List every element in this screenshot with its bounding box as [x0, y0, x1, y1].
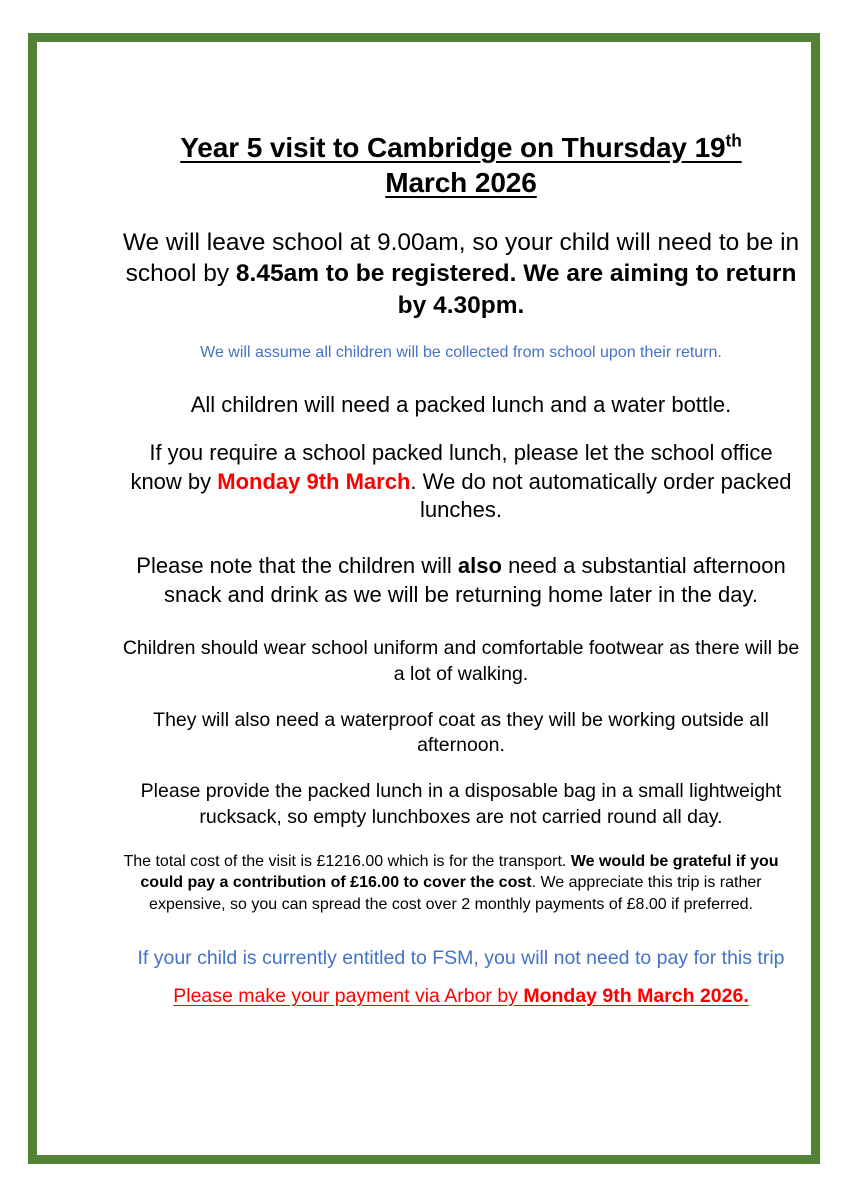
paragraph-rucksack-instruction: Please provide the packed lunch in a disposable bag in a small lightweight rucksack, so empty lunchboxes are not carried round all day. — [140, 780, 782, 828]
snack-normal-text-1: Please note that the children will — [136, 553, 458, 579]
spacer — [121, 688, 801, 708]
departure-normal-text: We will leave school at 9.00am, so your child will need to be in school by — [122, 228, 800, 288]
page-title-line-2: March 2026 — [385, 167, 537, 199]
spacer — [121, 322, 801, 342]
paragraph-collection-note: We will assume all children will be collected from school upon their return. — [200, 344, 722, 362]
school-lunch-normal-text-1: If you require a school packed lunch, please let the school office know by — [130, 440, 773, 494]
cost-contribution-bold: We would be grateful if you could pay a contribution of £16.00 to cover the cost — [140, 852, 779, 892]
page-title-line-1-text: Year 5 visit to Cambridge on Thursday 19 — [180, 132, 726, 163]
spacer — [121, 831, 801, 851]
page-title — [121, 130, 801, 201]
spacer — [121, 609, 801, 636]
paragraph-trip-cost — [121, 851, 781, 916]
page-title-line-1 — [180, 132, 741, 163]
departure-bold-text: 8.45am to be registered. We are aiming to return by 4.30pm. — [235, 260, 797, 320]
payment-normal-text: Please make your payment via Arbor by — [173, 985, 524, 1008]
spacer — [121, 915, 801, 946]
paragraph-departure-times — [121, 227, 801, 323]
paragraph-uniform-footwear: Children should wear school uniform and comfortable footwear as there will be a lot of walking. — [122, 637, 800, 685]
spacer — [121, 759, 801, 779]
snack-normal-text-2: need a substantial afternoon snack and drink as we will be returning home later in the day. — [164, 553, 786, 607]
paragraph-school-packed-lunch — [121, 439, 801, 525]
cost-normal-text-2: . We appreciate this trip is rather expensive, so you can spread the cost over 2 monthly payments of £8.00 if preferred. — [149, 874, 762, 913]
paragraph-waterproof-coat: They will also need a waterproof coat as they will be working outside all afternoon. — [153, 708, 769, 757]
page-title-ordinal-suffix: th — [725, 130, 742, 151]
paragraph-payment-instruction — [121, 984, 801, 1010]
paragraph-afternoon-snack — [121, 552, 801, 609]
spacer — [121, 215, 801, 227]
spacer — [121, 972, 801, 984]
spacer — [121, 525, 801, 552]
spacer — [121, 419, 801, 439]
decorative-page-border — [28, 33, 820, 1164]
paragraph-packed-lunch-water: All children will need a packed lunch and a water bottle. — [190, 391, 732, 417]
letter-content — [121, 130, 801, 1010]
paragraph-fsm-note: If your child is currently entitled to FSM, you will not need to pay for this trip — [137, 947, 785, 970]
payment-deadline-date: Monday 9th March 2026. — [523, 985, 749, 1008]
school-lunch-normal-text-2: . We do not automatically order packed lunches. — [410, 468, 792, 523]
snack-bold-emphasis: also — [457, 553, 502, 579]
cost-normal-text-1: The total cost of the visit is £1216.00 which is for the transport. — [123, 852, 571, 870]
school-lunch-deadline-date: Monday 9th March — [217, 468, 411, 494]
spacer — [121, 364, 801, 391]
